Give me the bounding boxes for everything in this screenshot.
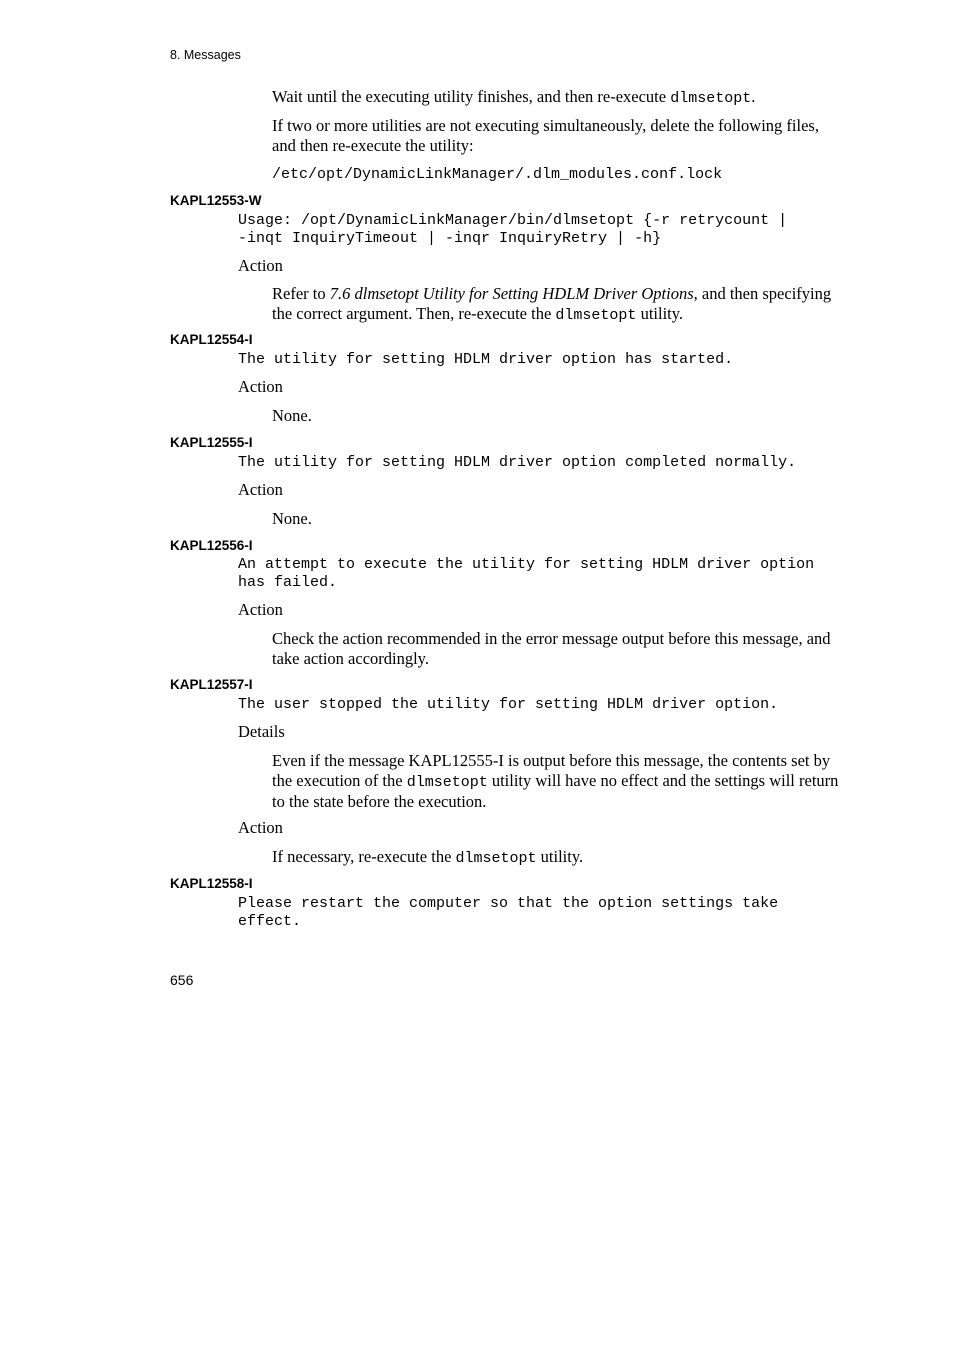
- action-text: None.: [272, 509, 312, 528]
- details-text: Even if the message KAPL12555-I is output before this message, the contents set by the execution of the dlmsetopt utility will have no effect and the settings will return to the state before the execution.: [272, 751, 839, 811]
- message-text: The utility for setting HDLM driver option completed normally.: [238, 454, 797, 471]
- intro-paragraph-2: If two or more utilities are not executing simultaneously, delete the following files, and then re-execute the utility:: [272, 116, 819, 155]
- running-header: 8. Messages: [170, 48, 241, 62]
- message-text: The user stopped the utility for setting HDLM driver option.: [238, 696, 779, 713]
- intro-paragraph-1: Wait until the executing utility finishes, and then re-execute dlmsetopt.: [272, 87, 756, 107]
- message-id: KAPL12556-I: [170, 538, 253, 553]
- action-text: If necessary, re-execute the dlmsetopt utility.: [272, 847, 584, 867]
- message-text: Usage: /opt/DynamicLinkManager/bin/dlmsetopt {-r retrycount | -inqt InquiryTimeout | -inqr InquiryRetry | -h}: [238, 212, 788, 247]
- lock-file-path: /etc/opt/DynamicLinkManager/.dlm_modules.conf.lock: [272, 166, 723, 183]
- action-label: Action: [238, 600, 283, 619]
- message-id: KAPL12555-I: [170, 435, 253, 450]
- message-text: The utility for setting HDLM driver option has started.: [238, 351, 734, 368]
- message-id: KAPL12558-I: [170, 876, 253, 891]
- message-id: KAPL12554-I: [170, 332, 253, 347]
- message-text: An attempt to execute the utility for setting HDLM driver option has failed.: [238, 556, 815, 591]
- action-label: Action: [238, 818, 283, 837]
- action-text: Check the action recommended in the error message output before this message, and take action accordingly.: [272, 629, 831, 668]
- details-label: Details: [238, 722, 285, 741]
- message-id: KAPL12557-I: [170, 677, 253, 692]
- page-number: 656: [170, 972, 194, 988]
- message-id: KAPL12553-W: [170, 193, 262, 208]
- action-text: None.: [272, 406, 312, 425]
- action-label: Action: [238, 377, 283, 396]
- cross-reference: 7.6 dlmsetopt Utility for Setting HDLM Driver Options: [329, 284, 694, 303]
- message-text: Please restart the computer so that the option settings take effect.: [238, 895, 779, 930]
- action-text: Refer to 7.6 dlmsetopt Utility for Setting HDLM Driver Options, and then specifying the correct argument. Then, re-execute the dlmsetopt utility.: [272, 284, 832, 324]
- action-label: Action: [238, 480, 283, 499]
- action-label: Action: [238, 256, 283, 275]
